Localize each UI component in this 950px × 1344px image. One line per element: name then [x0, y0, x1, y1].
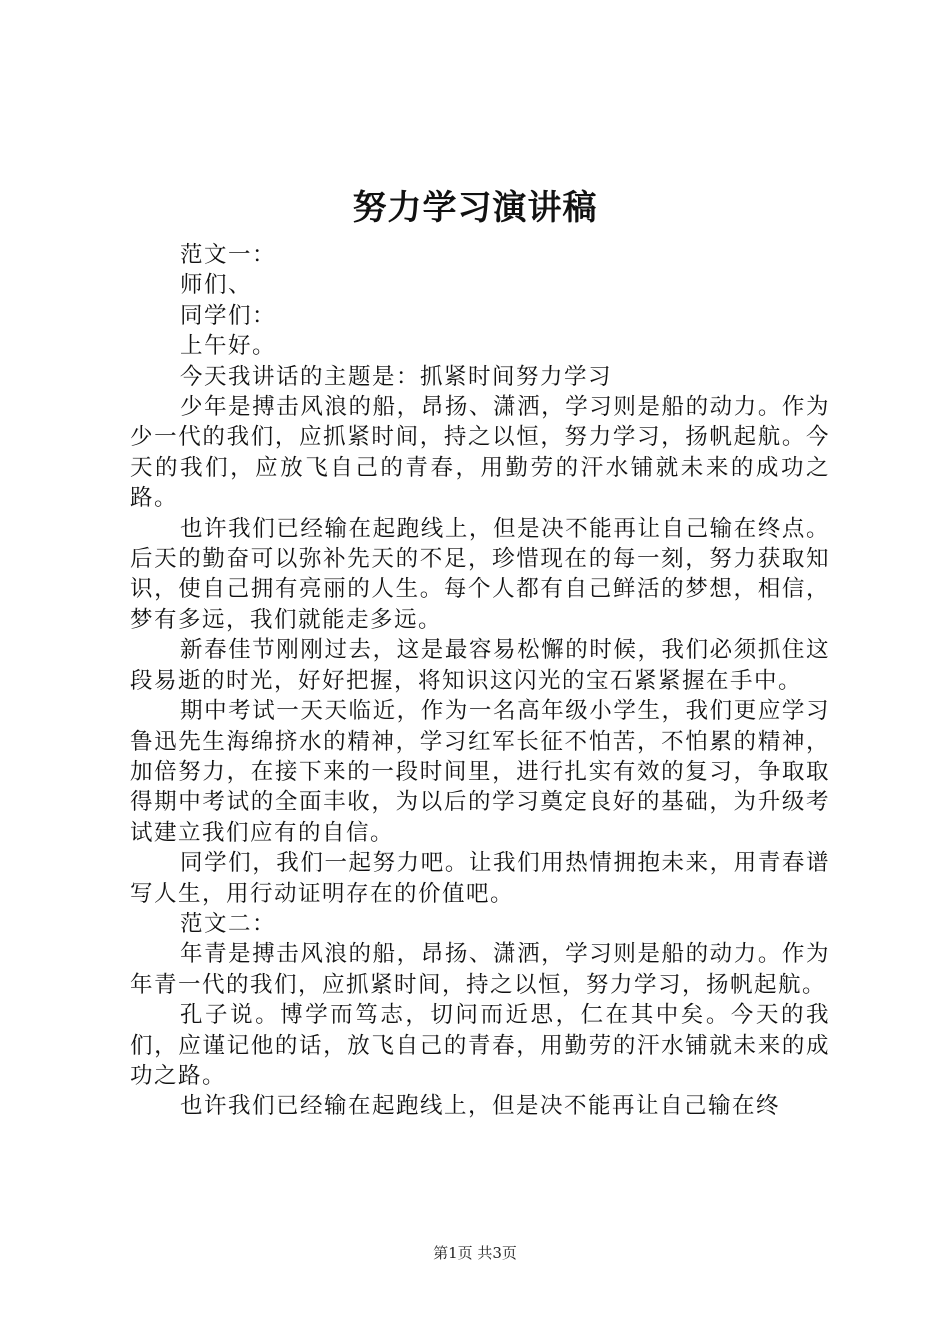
- paragraph: 范文一：: [180, 242, 277, 268]
- paragraph: 今天我讲话的主题是：抓紧时间努力学习: [180, 363, 613, 390]
- paragraph: 上午好。: [180, 333, 277, 360]
- paragraph: 范文二：: [180, 910, 277, 937]
- paragraph: 也许我们已经输在起跑线上，但是决不能再让自己输在终: [180, 1093, 781, 1120]
- paragraph: 孔子说。博学而笃志，切问而近思，仁在其中矣。今天的我们，应谨记他的话，放飞自己的青春，用勤劳的汗水铺就未来的成功之路。: [130, 1002, 830, 1089]
- paragraph: 期中考试一天天临近，作为一名高年级小学生，我们更应学习鲁迅先生海绵挤水的精神，学习红军长征不怕苦，不怕累的精神，加倍努力，在接下来的一段时间里，进行扎实有效的复习，争取取得期中考试的全面丰收，为以后的学习奠定良好的基础，为升级考试建立我们应有的自信。: [130, 698, 830, 846]
- paragraph: 少年是搏击风浪的船，昂扬、潇洒，学习则是船的动力。作为少一代的我们，应抓紧时间，持之以恒，努力学习，扬帆起航。今天的我们，应放飞自己的青春，用勤劳的汗水铺就未来的成功之路。: [130, 394, 830, 512]
- paragraph: 师们、: [180, 272, 253, 299]
- paragraph: 同学们：: [180, 302, 277, 329]
- page-footer: 第1页 共3页: [433, 1244, 517, 1262]
- paragraph: 也许我们已经输在起跑线上，但是决不能再让自己输在终点。后天的勤奋可以弥补先天的不足，珍惜现在的每一刻，努力获取知识，使自己拥有亮丽的人生。每个人都有自己鲜活的梦想，相信，梦有多远，我们就能走多远。: [130, 515, 830, 633]
- paragraph: 年青是搏击风浪的船，昂扬、潇洒，学习则是船的动力。作为年青一代的我们，应抓紧时间，持之以恒，努力学习，扬帆起航。: [130, 941, 830, 998]
- paragraph: 同学们，我们一起努力吧。让我们用热情拥抱未来，用青春谱写人生，用行动证明存在的价值吧。: [130, 850, 830, 907]
- document-title: 努力学习演讲稿: [352, 188, 598, 228]
- paragraph: 新春佳节刚刚过去，这是最容易松懈的时候，我们必须抓住这段易逝的时光，好好把握，将知识这闪光的宝石紧紧握在手中。: [130, 637, 830, 694]
- document-body: [130, 240, 830, 1122]
